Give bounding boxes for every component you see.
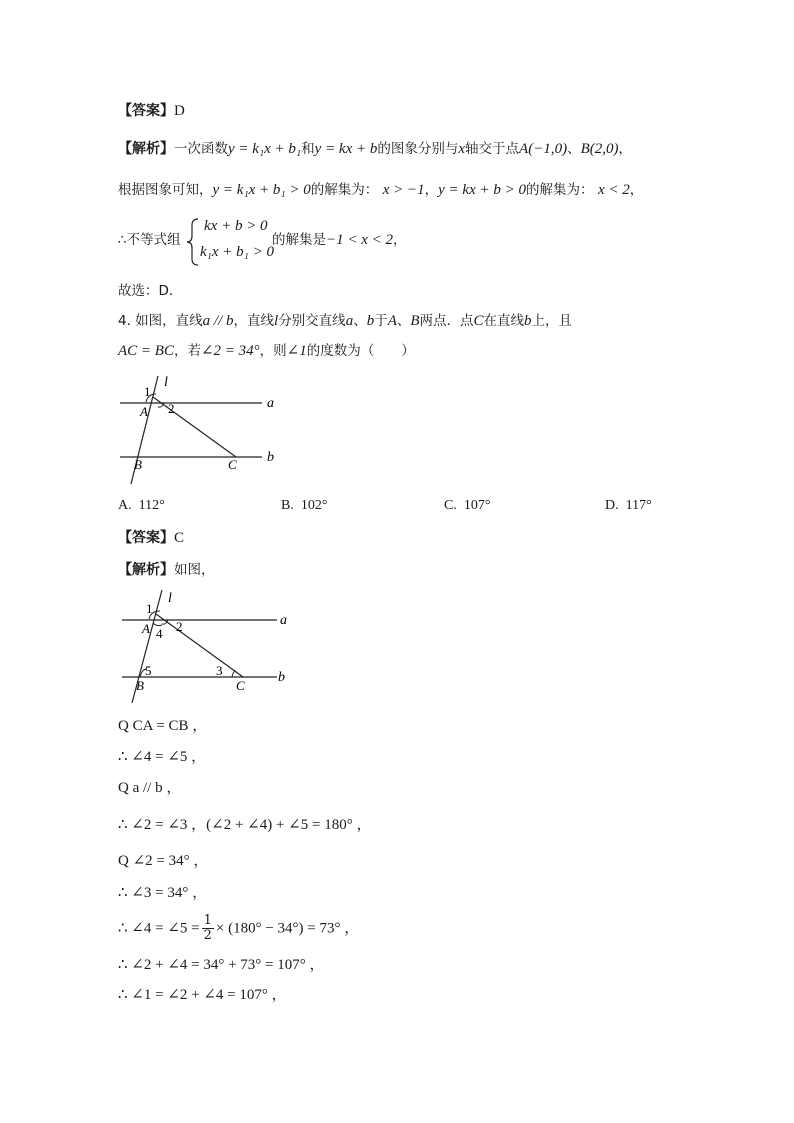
solution: x < 2 [597, 182, 630, 198]
label-C: C [236, 678, 245, 693]
segment-ac [156, 614, 243, 677]
option-d [605, 498, 652, 514]
text: 4. 如图，直线 [118, 313, 203, 329]
math: b [366, 313, 375, 329]
label-A: A [142, 621, 150, 636]
math: ∠2 = 34° [200, 343, 260, 359]
fraction-denominator: 2 [203, 928, 212, 943]
text: 的解集为： [525, 182, 594, 198]
answer-line-2 [118, 528, 184, 548]
math: AC = BC [118, 343, 174, 359]
frac-post: × (180° − 34°) = 73° ， [215, 920, 360, 937]
equation: y = kx + b [314, 141, 378, 157]
text: 、 [396, 313, 411, 329]
step-7 [118, 914, 359, 943]
text: 根据图象可知， [118, 182, 213, 198]
option-label: A. [118, 498, 132, 513]
brace-icon [186, 217, 200, 267]
label-l: l [168, 591, 172, 606]
analysis2-intro [118, 560, 215, 580]
label-2: 2 [168, 401, 175, 416]
text: ， [424, 182, 439, 198]
option-value: 112° [138, 498, 165, 513]
option-value: 107° [463, 498, 491, 513]
question4-line1 [118, 311, 572, 331]
text: 、 [353, 313, 367, 329]
step-8: ∴ ∠2 + ∠4 = 34° + 73° = 107° ， [118, 957, 325, 973]
step-4: ∴ ∠2 = ∠3 ，(∠2 + ∠4) + ∠5 = 180° ， [118, 817, 372, 833]
math: b [524, 313, 532, 329]
text: 在直线 [483, 313, 525, 329]
option-label: D. [605, 498, 619, 513]
text: ， [629, 182, 644, 198]
equation: y = k₁x + b₁ > 0 [212, 182, 311, 198]
analysis-tag: 【解析】 [118, 562, 174, 578]
step-6: ∴ ∠3 = 34° ， [118, 885, 208, 901]
answer-tag: 【答案】 [118, 103, 174, 119]
math: C [473, 313, 484, 329]
math: B [410, 313, 420, 329]
label-l: l [164, 375, 168, 390]
label-A: A [140, 404, 148, 419]
text: 一次函数 [174, 141, 228, 157]
point-b: B(2,0) [580, 141, 619, 157]
math: A [387, 313, 397, 329]
system-eq-2: k₁x + b₁ > 0 [200, 244, 274, 260]
text: 两点．点 [419, 313, 474, 329]
text: 轴交于点 [465, 141, 520, 157]
step-3: Q a // b ， [118, 780, 182, 796]
equation: y = k₁x + b₁ [228, 141, 302, 157]
text: ，若 [173, 343, 201, 359]
text: 分别交直线 [278, 313, 346, 329]
label-B: B [136, 678, 144, 693]
step-5: Q ∠2 = 34° ， [118, 853, 209, 869]
text: ，则 [259, 343, 287, 359]
question4-line2 [118, 341, 415, 361]
analysis-tag: 【解析】 [118, 141, 174, 157]
label-4: 4 [156, 626, 163, 641]
text: ，直线 [233, 313, 275, 329]
equation: y = kx + b > 0 [438, 182, 526, 198]
text: 、 [567, 141, 581, 157]
text: 的解集是 [272, 232, 326, 248]
math: l [274, 313, 279, 329]
analysis1-line3-tail [272, 230, 407, 250]
answer-line-1 [118, 101, 185, 121]
analysis1-line3 [118, 230, 181, 250]
option-b [281, 498, 327, 514]
math: ∠1 [286, 343, 307, 359]
fraction-numerator: 1 [203, 913, 212, 928]
fraction [202, 914, 214, 943]
option-value: 117° [625, 498, 652, 513]
frac-pre: ∴ ∠4 = ∠5 = [118, 920, 200, 937]
segment-ac [153, 397, 236, 457]
text: 上，且 [531, 313, 573, 329]
text: ， [618, 141, 632, 157]
math: a [345, 313, 354, 329]
label-a: a [267, 396, 274, 411]
math: a // b [202, 313, 234, 329]
variable: x [458, 141, 466, 157]
label-B: B [134, 457, 142, 472]
option-c [444, 498, 490, 514]
text: 如图， [174, 562, 215, 578]
option-a [118, 498, 165, 514]
step-1: Q CA = CB ， [118, 718, 208, 734]
text: 和 [301, 141, 315, 157]
text: 于 [374, 313, 388, 329]
label-3: 3 [216, 663, 223, 678]
text: ∴不等式组 [118, 232, 181, 248]
text: 的图象分别与 [377, 141, 459, 157]
answer-value: D [174, 103, 185, 119]
figure-2 [112, 587, 302, 705]
analysis1-line2 [118, 180, 643, 200]
option-value: 102° [300, 498, 328, 513]
system-eq-1: kx + b > 0 [204, 218, 268, 234]
label-1: 1 [146, 601, 153, 616]
text: ， [393, 232, 407, 248]
figure-1 [112, 372, 292, 488]
solution: −1 < x < 2 [326, 232, 394, 248]
label-b: b [267, 450, 274, 465]
option-label: C. [444, 498, 457, 513]
step-2: ∴ ∠4 = ∠5 ， [118, 749, 207, 765]
text: 的解集为： [310, 182, 379, 198]
label-2: 2 [176, 619, 183, 634]
text: 的度数为（ ） [306, 343, 415, 359]
analysis1-line4: 故选：D． [118, 283, 183, 299]
label-a: a [280, 613, 287, 628]
label-C: C [228, 457, 237, 472]
label-5: 5 [145, 663, 152, 678]
label-b: b [278, 670, 285, 685]
label-1: 1 [144, 384, 151, 399]
solution: x > −1 [382, 182, 425, 198]
answer-tag: 【答案】 [118, 530, 174, 546]
step-9: ∴ ∠1 = ∠2 + ∠4 = 107° ， [118, 987, 287, 1003]
option-label: B. [281, 498, 294, 513]
point-a: A(−1,0) [519, 141, 568, 157]
analysis1-line1 [118, 139, 632, 159]
answer-value: C [174, 530, 185, 546]
